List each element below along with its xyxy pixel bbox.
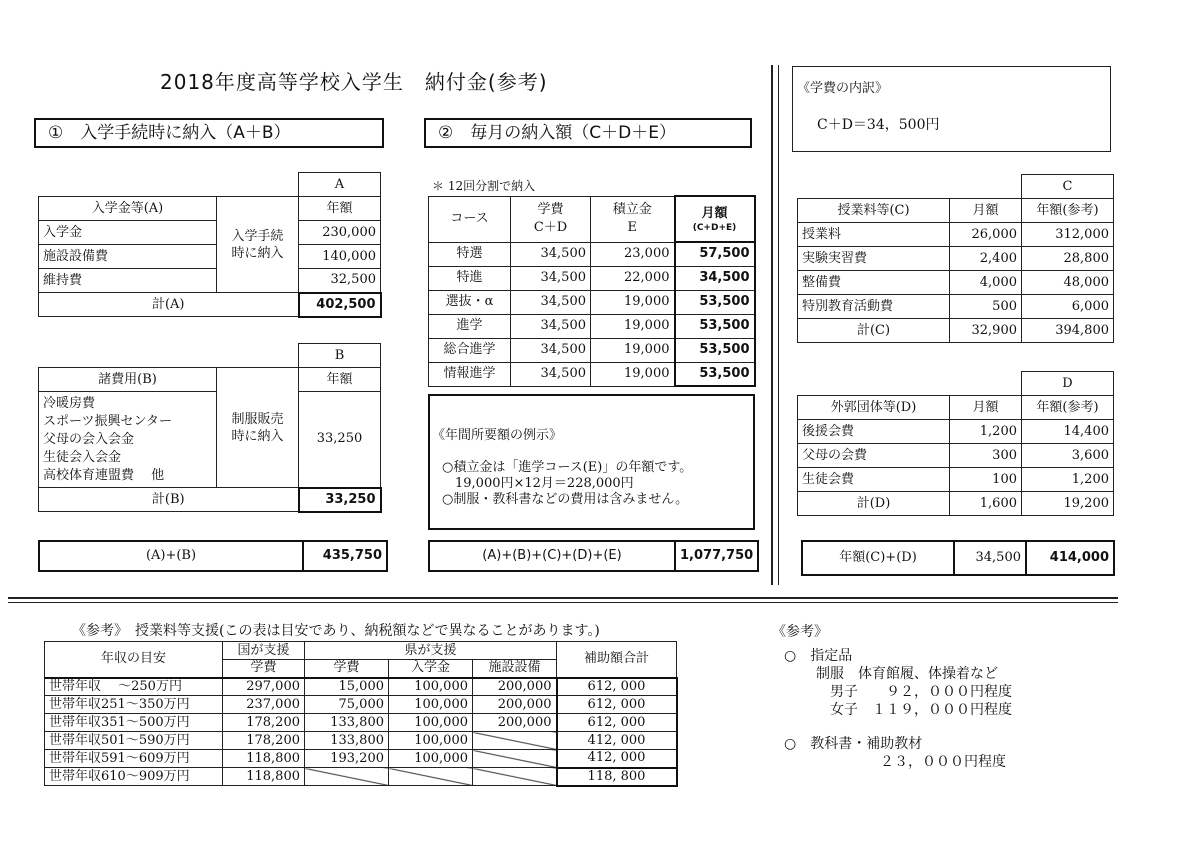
monthly-col-cd <box>511 196 591 242</box>
section3-sum-annual: 414,000 <box>1026 541 1114 575</box>
breakdown-value: C＋D＝34，500円 <box>817 117 940 133</box>
table-c-total-annual: 394,800 <box>1022 319 1114 343</box>
table-c-head: 月額 <box>950 199 1022 223</box>
table-b-timing-cell: 制服販売 時に納入 <box>217 368 299 488</box>
table-b-item: スポーツ振興センター <box>43 414 172 429</box>
table-d <box>797 371 1114 516</box>
monthly-col-monthly <box>675 196 755 242</box>
table-c-annual: 6,000 <box>1022 295 1114 319</box>
support-head-national: 国が支援 <box>223 642 305 660</box>
monthly-cd: 34,500 <box>511 266 591 290</box>
section1-sum-value: 435,750 <box>303 541 387 571</box>
monthly-course: 選抜・α <box>429 290 511 314</box>
support-head-prefecture: 県が支援 <box>305 642 557 660</box>
support-pt: 15,000 <box>305 678 389 696</box>
support-table <box>44 641 678 787</box>
table-b-item: 冷暖房費 <box>43 396 96 411</box>
support-income: 世帯年収591～609万円 <box>45 750 223 768</box>
horizontal-divider <box>8 597 1118 599</box>
table-d-head: 月額 <box>950 396 1022 420</box>
page-title: 2018年度高等学校入学生 納付金(参考) <box>160 70 548 94</box>
support-nat: 297,000 <box>223 678 305 696</box>
table-a-total-value: 402,500 <box>299 293 381 317</box>
monthly-cd: 34,500 <box>511 362 591 386</box>
support-total: 412, 000 <box>557 732 677 750</box>
support-pf: 200,000 <box>473 714 557 732</box>
table-a-total-label: 計(A) <box>39 293 299 317</box>
table-b-item: 高校体育連盟費 他 <box>43 468 165 483</box>
section1-sum <box>38 540 388 572</box>
breakdown-title: 《学費の内訳》 <box>797 81 889 96</box>
table-a-col-label: A <box>299 173 381 197</box>
support-pf: 200,000 <box>473 678 557 696</box>
table-d-total-monthly: 1,600 <box>950 492 1022 516</box>
monthly-e: 19,000 <box>591 362 675 386</box>
example-line: 19,000円×12月＝228,000円 <box>442 476 634 491</box>
support-pf-empty <box>473 768 557 786</box>
monthly-table <box>428 195 756 387</box>
section3-sum-label: 年額(C)+(D) <box>802 541 954 575</box>
table-b-value: 33,250 <box>299 392 381 488</box>
support-income: 世帯年収501～590万円 <box>45 732 223 750</box>
monthly-value: 53,500 <box>675 290 755 314</box>
support-pf: 200,000 <box>473 696 557 714</box>
vertical-divider <box>771 65 773 585</box>
monthly-col-monthly-top: 月額 <box>701 206 728 221</box>
section3-sum-monthly: 34,500 <box>954 541 1026 575</box>
monthly-col-e <box>591 196 675 242</box>
section1-sum-label: (A)+(B) <box>39 541 303 571</box>
section2-header: ② 毎月の納入額（C＋D＋E） <box>424 118 752 148</box>
support-head-pref-sub: 施設設備 <box>473 660 557 678</box>
example-box <box>428 394 755 530</box>
reference-title: 《参考》 <box>772 624 828 640</box>
monthly-course: 特進 <box>429 266 511 290</box>
table-d-annual: 1,200 <box>1022 468 1114 492</box>
monthly-cd: 34,500 <box>511 338 591 362</box>
reference-item2-title: ○ 教科書・補助教材 <box>784 736 923 752</box>
table-c-monthly: 4,000 <box>950 271 1022 295</box>
monthly-col-e-bottom: E <box>627 220 637 235</box>
table-d-monthly: 100 <box>950 468 1022 492</box>
support-pe-empty <box>389 768 473 786</box>
table-b-total-label: 計(B) <box>39 488 299 512</box>
support-total: 412, 000 <box>557 750 677 768</box>
breakdown-box <box>792 66 1111 152</box>
reference-item1-line: 制服 体育館履、体操着など <box>816 666 998 682</box>
table-b-item: 生徒会入会金 <box>43 450 122 465</box>
monthly-course: 情報進学 <box>429 362 511 386</box>
support-pf-empty <box>473 732 557 750</box>
table-b-col-label: B <box>299 344 381 368</box>
table-c <box>797 174 1114 343</box>
table-d-total-annual: 19,200 <box>1022 492 1114 516</box>
table-b <box>38 343 382 513</box>
support-pe: 100,000 <box>389 750 473 768</box>
table-d-annual: 3,600 <box>1022 444 1114 468</box>
support-income: 世帯年収251～350万円 <box>45 696 223 714</box>
table-a-row-label: 維持費 <box>39 269 217 293</box>
example-line: ○制服・教科書などの費用は含みません。 <box>442 492 689 507</box>
table-b-total-value: 33,250 <box>299 488 381 512</box>
monthly-col-cd-bottom: C＋D <box>533 220 568 235</box>
monthly-col-monthly-bottom: (C+D+E) <box>692 223 737 233</box>
monthly-value: 53,500 <box>675 338 755 362</box>
table-d-label: 後援会費 <box>798 420 950 444</box>
table-a-timing: 入学手続 時に納入 <box>217 197 299 293</box>
monthly-col-cd-top: 学費 <box>537 202 564 217</box>
table-c-annual: 48,000 <box>1022 271 1114 295</box>
support-pt: 193,200 <box>305 750 389 768</box>
section2-sum <box>428 540 759 572</box>
table-d-col-label: D <box>1022 372 1114 396</box>
table-a-head-left: 入学金等(A) <box>39 197 217 221</box>
support-head-income: 年収の目安 <box>45 642 223 678</box>
support-title: 《参考》 授業料等支援(この表は目安であり、納税額などで異なることがあります。) <box>72 623 600 639</box>
table-c-label: 整備費 <box>798 271 950 295</box>
monthly-cd: 34,500 <box>511 242 591 266</box>
table-c-annual: 28,800 <box>1022 247 1114 271</box>
monthly-e: 19,000 <box>591 314 675 338</box>
table-d-total-label: 計(D) <box>798 492 950 516</box>
table-c-total-monthly: 32,900 <box>950 319 1022 343</box>
monthly-value: 53,500 <box>675 314 755 338</box>
support-pe: 100,000 <box>389 714 473 732</box>
monthly-course: 総合進学 <box>429 338 511 362</box>
support-total: 612, 000 <box>557 678 677 696</box>
table-d-label: 父母の会費 <box>798 444 950 468</box>
section3-sum <box>801 540 1115 576</box>
table-a-row-value: 32,500 <box>299 269 381 293</box>
support-head-total: 補助額合計 <box>557 642 677 678</box>
table-a-row-label: 入学金 <box>39 221 217 245</box>
monthly-course: 特選 <box>429 242 511 266</box>
table-a-row-label: 施設設備費 <box>39 245 217 269</box>
section2-note: ＊ 12回分割で納入 <box>432 179 536 193</box>
support-pt: 75,000 <box>305 696 389 714</box>
table-a-head-right: 年額 <box>299 197 381 221</box>
table-b-items <box>39 392 217 488</box>
section2-sum-label: (A)+(B)+(C)+(D)+(E) <box>429 541 675 571</box>
support-nat: 118,800 <box>223 768 305 786</box>
reference-item1-title: ○ 指定品 <box>784 648 853 664</box>
monthly-value: 53,500 <box>675 362 755 386</box>
horizontal-divider-2 <box>8 602 1118 603</box>
support-pe: 100,000 <box>389 696 473 714</box>
table-b-item: 父母の会入会金 <box>43 432 135 447</box>
vertical-divider-2 <box>778 65 779 585</box>
support-income: 世帯年収610～909万円 <box>45 768 223 786</box>
table-c-monthly: 500 <box>950 295 1022 319</box>
table-c-label: 授業料 <box>798 223 950 247</box>
support-nat: 118,800 <box>223 750 305 768</box>
example-line: ○積立金は「進学コース(E)」の年額です。 <box>442 460 693 475</box>
monthly-e: 19,000 <box>591 290 675 314</box>
support-head-national-sub: 学費 <box>223 660 305 678</box>
table-b-head-left: 諸費用(B) <box>39 368 217 392</box>
table-c-label: 特別教育活動費 <box>798 295 950 319</box>
monthly-cd: 34,500 <box>511 290 591 314</box>
table-d-head: 外郭団体等(D) <box>798 396 950 420</box>
table-c-monthly: 26,000 <box>950 223 1022 247</box>
support-income: 世帯年収351～500万円 <box>45 714 223 732</box>
table-c-monthly: 2,400 <box>950 247 1022 271</box>
table-d-monthly: 1,200 <box>950 420 1022 444</box>
table-d-annual: 14,400 <box>1022 420 1114 444</box>
support-pe: 100,000 <box>389 732 473 750</box>
support-pt: 133,800 <box>305 732 389 750</box>
support-nat: 237,000 <box>223 696 305 714</box>
table-a-row-value: 230,000 <box>299 221 381 245</box>
example-title: 《年間所要額の例示》 <box>432 428 563 443</box>
support-nat: 178,200 <box>223 714 305 732</box>
section1-header: ① 入学手続時に納入（A＋B） <box>34 118 384 148</box>
table-c-total-label: 計(C) <box>798 319 950 343</box>
monthly-e: 19,000 <box>591 338 675 362</box>
support-pt-empty <box>305 768 389 786</box>
table-c-head: 年額(参考) <box>1022 199 1114 223</box>
support-pf-empty <box>473 750 557 768</box>
support-head-pref-sub: 入学金 <box>389 660 473 678</box>
table-c-label: 実験実習費 <box>798 247 950 271</box>
table-c-col-label: C <box>1022 175 1114 199</box>
table-d-label: 生徒会費 <box>798 468 950 492</box>
support-head-pref-sub: 学費 <box>305 660 389 678</box>
monthly-e: 23,000 <box>591 242 675 266</box>
monthly-course: 進学 <box>429 314 511 338</box>
section2-sum-value: 1,077,750 <box>675 541 758 571</box>
reference-item1-line: 男子 ９２，０００円程度 <box>816 684 1012 700</box>
monthly-e: 22,000 <box>591 266 675 290</box>
table-d-monthly: 300 <box>950 444 1022 468</box>
support-total: 118, 800 <box>557 768 677 786</box>
table-a <box>38 172 382 318</box>
support-total: 612, 000 <box>557 714 677 732</box>
monthly-value: 34,500 <box>675 266 755 290</box>
monthly-cd: 34,500 <box>511 314 591 338</box>
support-pt: 133,800 <box>305 714 389 732</box>
reference-item1-line: 女子 １１９，０００円程度 <box>816 702 1012 718</box>
table-d-head: 年額(参考) <box>1022 396 1114 420</box>
table-c-head: 授業料等(C) <box>798 199 950 223</box>
support-income: 世帯年収 ～250万円 <box>45 678 223 696</box>
monthly-value: 57,500 <box>675 242 755 266</box>
monthly-col-course: コース <box>429 196 511 242</box>
table-c-annual: 312,000 <box>1022 223 1114 247</box>
table-b-head-right: 年額 <box>299 368 381 392</box>
table-a-row-value: 140,000 <box>299 245 381 269</box>
reference-item2-line: ２３，０００円程度 <box>880 754 1006 770</box>
support-nat: 178,200 <box>223 732 305 750</box>
support-total: 612, 000 <box>557 696 677 714</box>
monthly-col-e-top: 積立金 <box>612 202 652 217</box>
support-pe: 100,000 <box>389 678 473 696</box>
